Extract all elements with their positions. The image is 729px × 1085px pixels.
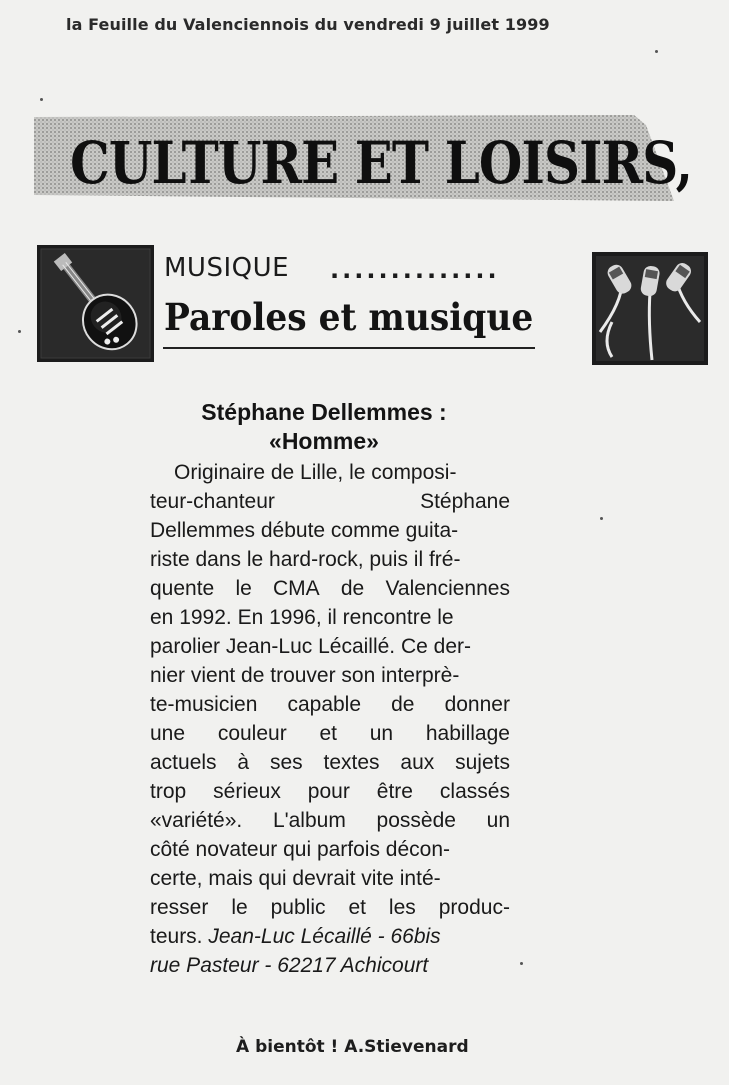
article-text: et: [319, 722, 337, 745]
microphones-icon: [592, 252, 708, 365]
article-line: [150, 806, 510, 835]
dotted-leader: ..............: [330, 256, 500, 284]
article-line: [150, 748, 510, 777]
contact-address: rue Pasteur - 62217 Achicourt: [150, 954, 429, 977]
article-text: teur-chanteur: [150, 490, 275, 513]
article-text: Dellemmes débute comme guita-: [150, 519, 459, 542]
article-text: capable: [287, 693, 362, 716]
article-text: riste dans le hard-rock, puis il fré-: [150, 548, 461, 571]
article-text: habillage: [425, 722, 510, 745]
article-text: pour: [307, 780, 350, 803]
article-text: Stéphane: [420, 490, 510, 513]
article-text: donner: [444, 693, 510, 716]
headline-name: Stéphane Dellemmes :: [201, 399, 447, 425]
article-text: teurs.: [150, 925, 209, 948]
article-text: sujets: [455, 751, 510, 774]
print-speck: [655, 50, 658, 53]
article-line: [150, 487, 510, 516]
article-text: produc-: [438, 896, 510, 919]
article-text: couleur: [217, 722, 287, 745]
article-body: [150, 458, 510, 980]
article-text: le: [235, 577, 252, 600]
article-text: un: [369, 722, 394, 745]
publication-line: la Feuille du Valenciennois du vendredi 9 juillet 1999: [66, 15, 550, 34]
article-text: une: [150, 722, 186, 745]
article-line: [150, 545, 510, 574]
article-text: Originaire de Lille, le composi-: [174, 461, 457, 484]
article-text: de: [340, 577, 365, 600]
article-text: resser: [150, 896, 209, 919]
article-line: [150, 516, 510, 545]
article-text: être: [376, 780, 413, 803]
article-line: [150, 632, 510, 661]
article-line: [150, 661, 510, 690]
article-line: [150, 603, 510, 632]
author-signature: À bientôt ! A.Stievenard: [236, 1037, 469, 1057]
article-text: Valenciennes: [385, 577, 510, 600]
article-text: et: [348, 896, 366, 919]
article-text: les: [388, 896, 416, 919]
article-text: côté novateur qui parfois décon-: [150, 838, 451, 861]
print-speck: [600, 517, 603, 520]
article-text: L'album: [272, 809, 346, 832]
article-text: CMA: [273, 577, 320, 600]
article-headline: [148, 398, 500, 456]
section-banner: [34, 115, 693, 203]
article-text: public: [270, 896, 326, 919]
article-text: «variété».: [150, 809, 243, 832]
article-text: trop: [150, 780, 187, 803]
print-speck: [520, 962, 523, 965]
print-speck: [40, 98, 43, 101]
article-text: un: [486, 809, 510, 832]
article-text: à: [237, 751, 250, 774]
print-speck: [18, 330, 21, 333]
article-text: possède: [376, 809, 456, 832]
article-line: [150, 835, 510, 864]
article-line: [150, 458, 510, 487]
article-line: [150, 922, 510, 951]
banner-title: CULTURE ET LOISIRS,: [70, 129, 693, 197]
article-text: classés: [439, 780, 510, 803]
article-text: le: [231, 896, 248, 919]
article-text: de: [391, 693, 415, 716]
article-line: [150, 864, 510, 893]
article-line: [150, 574, 510, 603]
article-line: [150, 777, 510, 806]
article-text: ses: [269, 751, 303, 774]
article-text: sérieux: [213, 780, 281, 803]
article-text: quente: [150, 577, 215, 600]
article-text: en 1992. En 1996, il rencontre le: [150, 606, 454, 629]
section-category: MUSIQUE: [164, 253, 290, 283]
article-text: textes: [323, 751, 380, 774]
article-text: actuels: [150, 751, 217, 774]
title-underline: [163, 347, 535, 349]
article-line: [150, 893, 510, 922]
article-text: nier vient de trouver son interprè-: [150, 664, 460, 687]
article-line: [150, 690, 510, 719]
electric-guitar-icon: [37, 245, 154, 362]
article-text: aux: [400, 751, 435, 774]
article-line: [150, 719, 510, 748]
article-text: te-musicien: [150, 693, 258, 716]
headline-album: «Homme»: [269, 428, 379, 454]
article-text: parolier Jean-Luc Lécaillé. Ce der-: [150, 635, 471, 658]
contact-address: Jean-Luc Lécaillé - 66bis: [208, 925, 441, 948]
article-text: certe, mais qui devrait vite inté-: [150, 867, 441, 890]
section-title: Paroles et musique: [164, 295, 534, 339]
